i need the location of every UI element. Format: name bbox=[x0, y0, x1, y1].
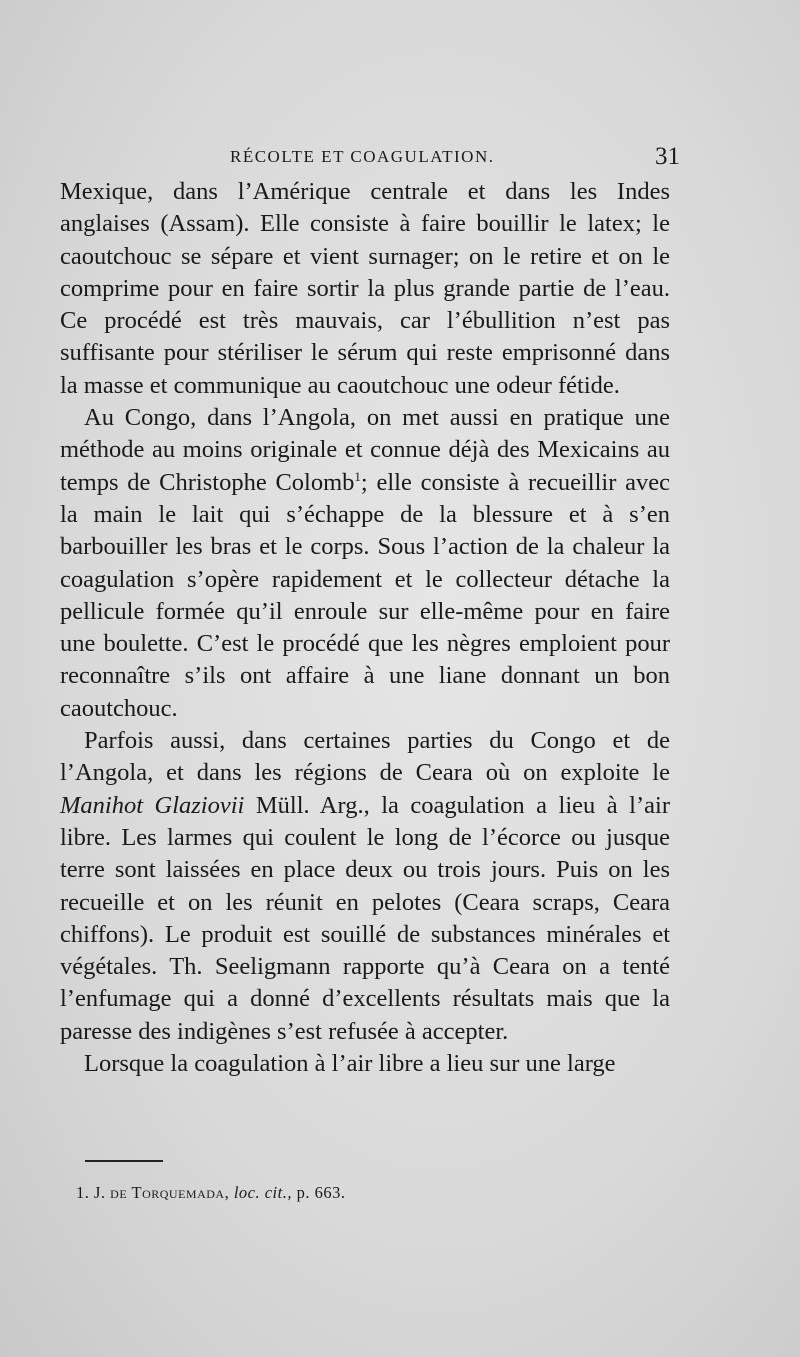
page-number: 31 bbox=[655, 143, 680, 170]
paragraph-1: Mexique, dans l’Amérique centrale et dans les Indes anglaises (Assam). Elle consiste à faire bouillir le latex; le caoutchouc se sépare et vient surnager; on le retire et on le comprime pour en faire sortir la plus grande partie de l’eau. Ce procédé est très mauvais, car l’ébullition n’est pas suffisante pour stériliser le sérum qui reste emprisonné dans la masse et communique au caoutchouc une odeur fétide. bbox=[60, 178, 670, 399]
body-text bbox=[60, 176, 670, 1080]
footnote-separator bbox=[85, 1160, 163, 1162]
running-head: RÉCOLTE ET COAGULATION. bbox=[230, 147, 495, 166]
footnote-author: de Torquemada, bbox=[110, 1183, 230, 1202]
paragraph-3-text-a: Parfois aussi, dans certaines parties du Congo et de l’Angola, et dans les régions de Ceara où on exploite le bbox=[60, 727, 670, 787]
paragraph-3-text-b: Müll. Arg., la coagulation a lieu à l’air libre. Les larmes qui coulent le long de l’écorce ou jusque terre sont laissées en place deux ou trois jours. Puis on les recueille et on les réunit en pelotes (Ceara scraps, Ceara chiffons). Le produit est souillé de substances minérales et végétales. Th. Seeligmann rapporte qu’à Ceara on a tenté l’enfumage qui a donné d’excellents résultats mais que la paresse des indigènes s’est refusée à accepter. bbox=[60, 791, 670, 1045]
footnote bbox=[76, 1183, 636, 1203]
paragraph-2 bbox=[60, 402, 670, 725]
paragraph-2-text-b: ; elle consiste à recueillir avec la main le lait qui s’échappe de la blessure et à s’en barbouiller les bras et le corps. Sous l’action de la chaleur la coagulation s’opère rapidement et le collecteur détache la pellicule formée qu’il enroule sur elle-même pour en faire une boulette. C’est le procédé que les nègres emploient pour reconnaître s’ils ont affaire à une liane donnant un bon caoutchouc. bbox=[60, 468, 671, 722]
footnote-number: 1. J. bbox=[76, 1183, 106, 1202]
footnote-page: p. 663. bbox=[296, 1183, 346, 1202]
paragraph-4: Lorsque la coagulation à l’air libre a lieu sur une large bbox=[84, 1050, 616, 1078]
paragraph-2-text-a: Au Congo, dans l’Angola, on met aussi en pratique une méthode au moins originale et connue déjà des Mexicains au temps de Christophe Colomb bbox=[60, 404, 670, 496]
footnote-reference: 1 bbox=[354, 468, 361, 484]
species-name: Manihot Glaziovii bbox=[60, 791, 245, 819]
footnote-reference-text: loc. cit., bbox=[233, 1183, 292, 1202]
paragraph-3 bbox=[60, 725, 670, 1048]
page-header bbox=[60, 143, 680, 173]
